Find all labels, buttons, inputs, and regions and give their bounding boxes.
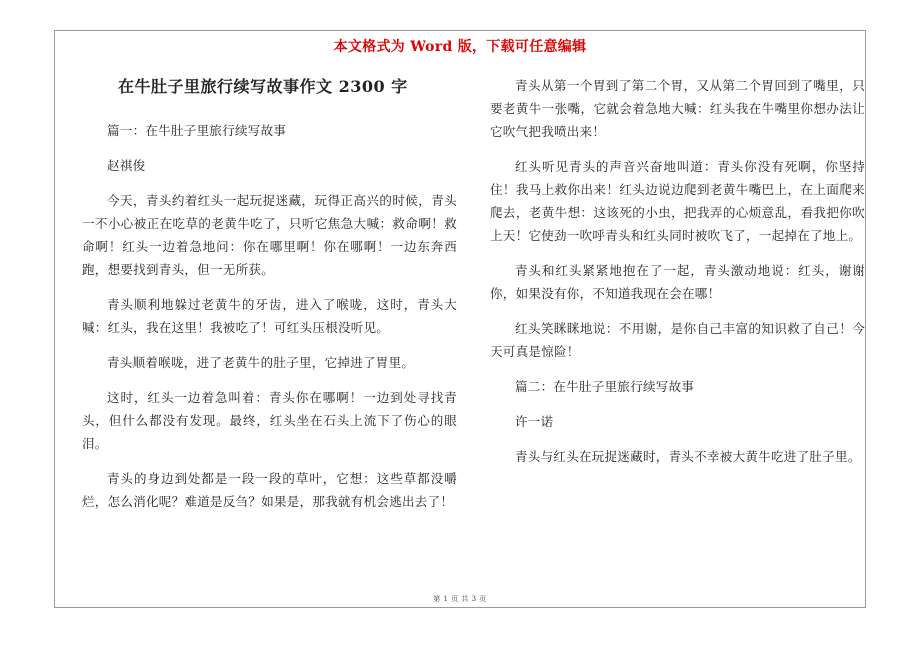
right-column — [490, 74, 865, 480]
author-name-1: 赵祺俊 — [107, 158, 146, 173]
paragraph: 青头顺利地躲过老黄牛的牙齿，进入了喉咙，这时，青头大喊：红头，我在这里！我被吃了！可红头压根没听见。 — [82, 297, 457, 335]
paragraph: 青头的身边到处都是一段一段的草叶，它想：这些草都没嚼烂，怎么消化呢？难道是反刍？如果是，那我就有机会逃出去了！ — [82, 471, 457, 509]
page-number-footer: 第 1 页 共 3 页 — [433, 595, 487, 603]
paragraph: 这时，红头一边着急叫着：青头你在哪啊！一边到处寻找青头，但什么都没有发现。最终，红头坐在石头上流下了伤心的眼泪。 — [82, 390, 457, 451]
left-column — [82, 74, 457, 525]
author-name-2: 许一诺 — [515, 414, 554, 429]
document-title: 在牛肚子里旅行续写故事作文 2300 字 — [118, 77, 408, 96]
paragraph: 今天，青头约着红头一起玩捉迷藏，玩得正高兴的时候，青头一不小心被正在吃草的老黄牛吃了，只听它焦急大喊：救命啊！救命啊！红头一边着急地问：你在哪里啊！你在哪啊！一边东奔西跑，想要找到青头，但一无所获。 — [82, 193, 457, 277]
section-heading-1: 篇一：在牛肚子里旅行续写故事 — [107, 123, 287, 138]
paragraph: 青头与红头在玩捉迷藏时，青头不幸被大黄牛吃进了肚子里。 — [515, 449, 861, 464]
paragraph: 青头从第一个胃到了第二个胃，又从第二个胃回到了嘴里，只要老黄牛一张嘴，它就会着急地大喊：红头我在牛嘴里你想办法让它吹气把我喷出来！ — [490, 78, 865, 139]
paragraph: 红头笑眯眯地说：不用谢，是你自己丰富的知识救了自己！今天可真是惊险！ — [490, 321, 865, 359]
paragraph: 红头听见青头的声音兴奋地叫道：青头你没有死啊，你坚持住！我马上救你出来！红头边说边爬到老黄牛嘴巴上，在上面爬来爬去，老黄牛想：这该死的小虫，把我弄的心烦意乱，看我把你吹上天！它使劲一吹呼青头和红头同时被吹飞了，一起掉在了地上。 — [490, 159, 865, 243]
paragraph: 青头和红头紧紧地抱在了一起，青头激动地说：红头，谢谢你，如果没有你，不知道我现在会在哪！ — [490, 263, 865, 301]
word-format-banner: 本文格式为 Word 版，下载可任意编辑 — [333, 39, 587, 55]
section-heading-2: 篇二：在牛肚子里旅行续写故事 — [515, 379, 695, 394]
paragraph: 青头顺着喉咙，进了老黄牛的肚子里，它掉进了胃里。 — [107, 355, 415, 370]
